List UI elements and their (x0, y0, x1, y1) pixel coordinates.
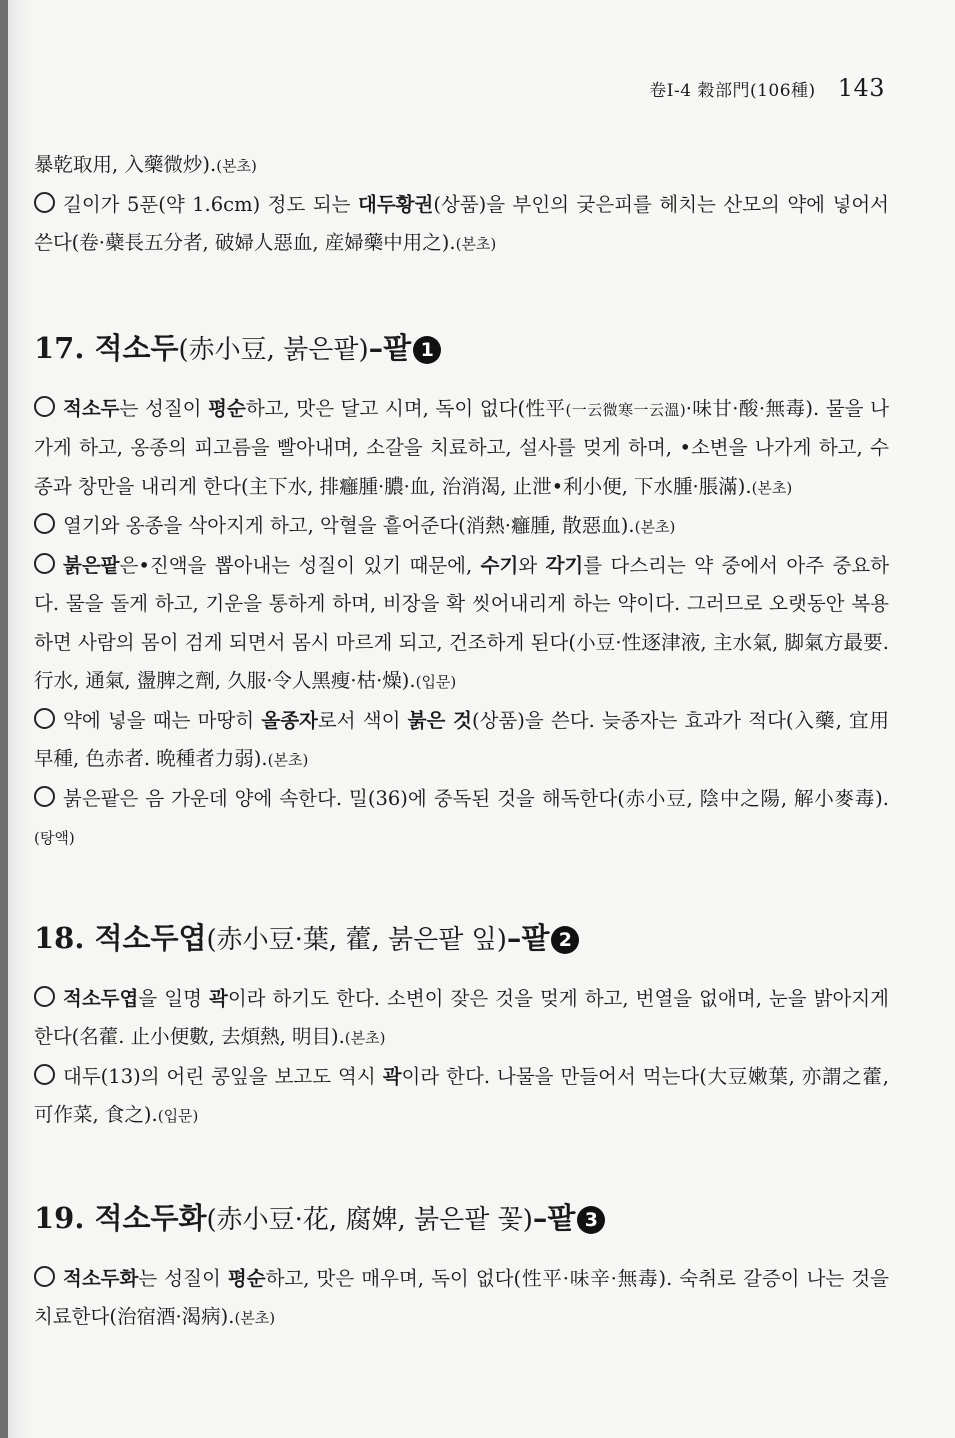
number-badge-icon: 3 (577, 1206, 605, 1234)
circle-bullet-icon (34, 553, 55, 574)
term: 붉은팥 (63, 553, 120, 577)
source-tag: (본초) (751, 478, 793, 497)
paragraph-text: 을 일명 (138, 986, 209, 1010)
paragraph-text: 는 성질이 (138, 1266, 228, 1290)
paragraph-text: 대두(13)의 어린 콩잎을 보고도 역시 (63, 1064, 383, 1088)
entry-title: 적소두 (94, 330, 179, 365)
entry-heading-19 (34, 1196, 889, 1242)
paragraph-text: ·味甘·酸·無毒). 물을 나가게 하고, 옹종의 피고름을 빨아내며, 소갈을 치료하고, 설사를 멎게 하며, •소변을 나가게 하고, 수종과 창만을 내리게 한다(主下水, 排癰腫·膿·血, 治消渴, 止泄•利小便, 下水腫·脹滿). (34, 396, 889, 498)
paragraph (34, 780, 889, 858)
paragraph-text: 이라 한다. 나물을 만들어서 먹는다(大豆嫩葉, 亦謂之藿, 可作菜, 食之). (34, 1064, 890, 1126)
paragraph-text: 하고, 맛은 매우며, 독이 없다(性平·味辛·無毒). 숙취로 갈증이 나는 것을 치료한다(治宿酒·渴病). (34, 1266, 890, 1328)
term: 올종자 (261, 708, 318, 732)
paragraph (34, 390, 889, 508)
section-title: 卷Ⅰ-4 穀部門(106種) (649, 81, 816, 101)
circle-bullet-icon (34, 192, 55, 213)
source-tag: (본초) (234, 1309, 276, 1327)
paragraph-text: 길이가 5푼(약 1.6cm) 정도 되는 (63, 192, 358, 216)
circle-bullet-icon (34, 986, 55, 1007)
entry-number: 17. (34, 330, 85, 365)
paragraph-text: 은•진액을 뽑아내는 성질이 있기 때문에, (119, 553, 481, 577)
paragraph-text: 로서 색이 (317, 708, 408, 732)
source-tag: (본초) (455, 235, 497, 253)
note: (一云微寒一云溫) (565, 400, 686, 419)
paragraph (34, 547, 889, 702)
paragraph (34, 702, 889, 780)
entry-heading-18 (34, 916, 889, 962)
source-tag: (본초) (267, 751, 309, 769)
paragraph-text: 약에 넣을 때는 마땅히 (63, 708, 262, 732)
circle-bullet-icon (34, 708, 55, 729)
source-tag: (입문) (157, 1107, 199, 1125)
circle-bullet-icon (34, 1266, 55, 1287)
paragraph-text: 와 (518, 553, 546, 577)
page-body (34, 146, 889, 1338)
source-tag: (탕액) (34, 829, 75, 847)
term: 적소두화 (63, 1266, 139, 1290)
entry-subtitle: (赤小豆·葉, 藿, 붉은팥 잎) (206, 924, 507, 955)
paragraph-continued (34, 146, 889, 186)
source-tag: (본초) (634, 518, 676, 536)
paragraph (34, 1058, 889, 1136)
paragraph-text: 暴乾取用, 入藥微炒). (34, 153, 217, 176)
entry-category: –팥 (368, 330, 412, 365)
term: 곽 (208, 986, 228, 1010)
entry-title: 적소두화 (94, 1200, 207, 1235)
entry-number: 18. (34, 920, 85, 955)
paragraph (34, 980, 889, 1058)
paragraph-text: 이라 하기도 한다. 소변이 잦은 것을 멎게 하고, 번열을 없애며, 눈을 밝아지게 한다(名藿. 止小便數, 去煩熱, 明目). (34, 986, 889, 1048)
paragraph (34, 507, 889, 547)
page-number: 143 (837, 74, 885, 102)
term: 각기 (545, 553, 584, 577)
source-tag: (본초) (216, 157, 257, 175)
paragraph-text: (상품)을 부인의 궂은피를 헤치는 산모의 약에 넣어서 쓴다(卷·蘗長五分者, 破婦人惡血, 産婦藥中用之). (34, 192, 890, 254)
entry-subtitle: (赤小豆, 붉은팥) (178, 334, 369, 365)
entry-heading-17 (34, 326, 889, 372)
paragraph (34, 1260, 889, 1338)
entry-subtitle: (赤小豆·花, 腐婢, 붉은팥 꽃) (206, 1204, 533, 1235)
term: 대두황권 (357, 192, 434, 216)
running-head (649, 74, 885, 102)
paragraph (34, 186, 889, 264)
paragraph-text: 는 성질이 (119, 396, 209, 420)
term: 수기 (480, 553, 519, 577)
circle-bullet-icon (34, 786, 55, 807)
term: 평순 (227, 1266, 266, 1290)
entry-category: –팥 (532, 1200, 576, 1235)
source-tag: (입문) (415, 673, 457, 691)
term: 적소두 (63, 396, 120, 420)
entry-category: –팥 (506, 920, 550, 955)
term: 붉은 것 (407, 708, 472, 732)
circle-bullet-icon (34, 513, 55, 534)
circle-bullet-icon (34, 396, 55, 417)
paragraph-text: 를 다스리는 약 중에서 아주 중요하다. 물을 돌게 하고, 기운을 통하게 하며, 비장을 확 씻어내리게 하는 약이다. 그러므로 오랫동안 복용하면 사람의 몸이 검게 되면서 몸시 마르게 되고, 건조하게 된다(小豆·性逐津液, 主水氣, 脚氣方最要. 行水, 通氣, 盪脾之劑, 久服·令人黑瘦·枯·燥). (34, 553, 889, 692)
term: 곽 (382, 1064, 402, 1088)
paragraph-text: 붉은팥은 음 가운데 양에 속한다. 밀(36)에 중독된 것을 해독한다(赤小豆, 陰中之陽, 解小麥毒). (63, 786, 889, 810)
paragraph-text: 하고, 맛은 달고 시며, 독이 없다(性平 (245, 396, 566, 420)
entry-title: 적소두엽 (94, 920, 207, 955)
number-badge-icon: 1 (413, 336, 441, 364)
term: 적소두엽 (63, 986, 139, 1010)
entry-number: 19. (34, 1200, 85, 1235)
term: 평순 (208, 396, 246, 420)
paragraph-text: (상품)을 쓴다. 늦종자는 효과가 적다(入藥, 宜用早種, 色赤者. 晩種者力弱). (34, 708, 889, 770)
paragraph-text: 열기와 옹종을 삭아지게 하고, 악혈을 흩어준다(消熱·癰腫, 散惡血). (63, 514, 635, 537)
circle-bullet-icon (34, 1064, 55, 1085)
number-badge-icon: 2 (551, 926, 579, 954)
source-tag: (본초) (344, 1029, 386, 1047)
